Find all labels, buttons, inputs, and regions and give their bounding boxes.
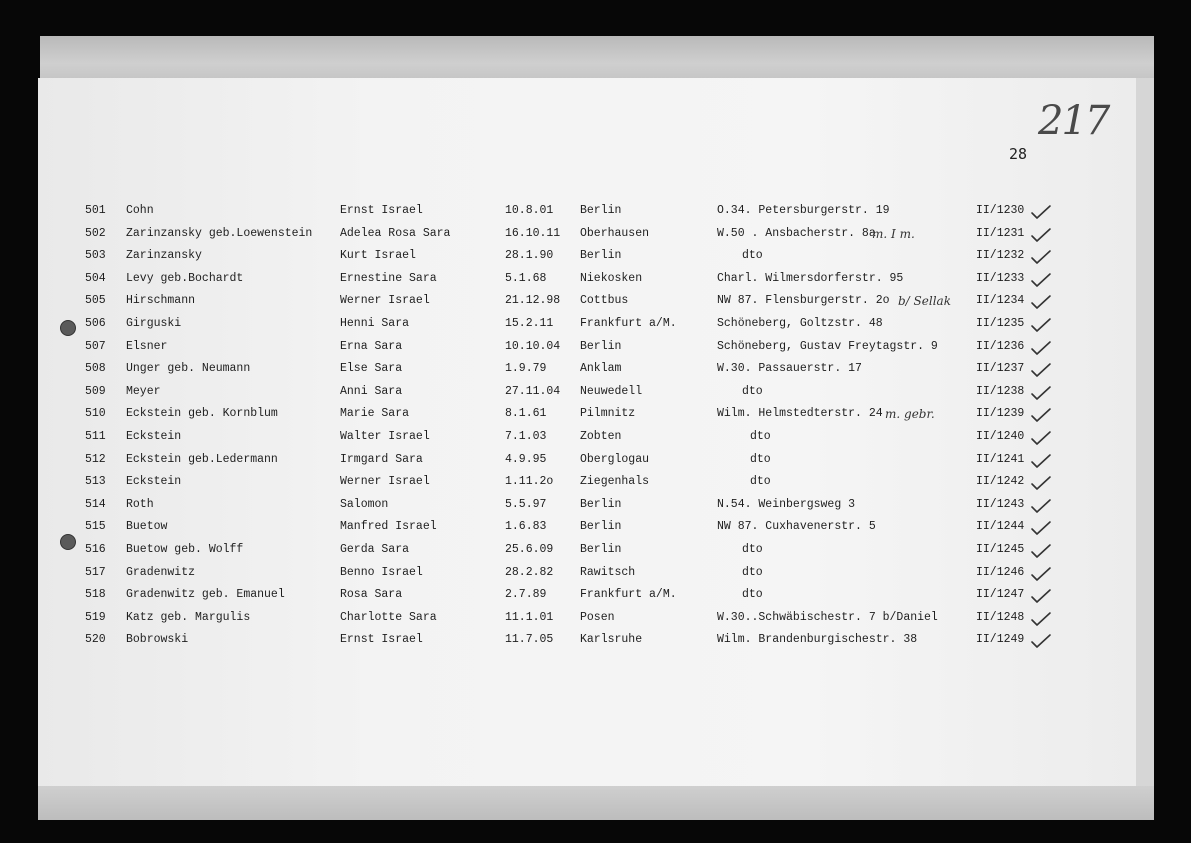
first-name: Manfred Israel — [340, 520, 437, 534]
registration-number: II/1232 — [976, 249, 1025, 263]
birth-place: Berlin — [580, 249, 622, 263]
registration-number: II/1248 — [976, 610, 1025, 624]
registration-number: II/1243 — [976, 497, 1025, 511]
birth-place: Zobten — [580, 430, 622, 443]
last-name: Eckstein geb.Ledermann — [126, 452, 278, 466]
birth-date: 10.10.04 — [505, 339, 561, 353]
last-name: Unger geb. Neumann — [126, 362, 251, 376]
table-row — [0, 223, 1191, 245]
table-row — [0, 358, 1191, 380]
entry-number: 515 — [85, 520, 106, 534]
checkmark-icon — [1030, 453, 1052, 469]
address: Wilm. Brandenburgischestr. 38 — [717, 633, 918, 647]
entry-number: 510 — [85, 407, 106, 421]
address: NW 87. Cuxhavenerstr. 5 — [717, 520, 876, 534]
checkmark-icon — [1030, 611, 1052, 627]
birth-date: 25.6.09 — [505, 543, 554, 556]
checkmark-icon — [1030, 430, 1052, 446]
registration-number: II/1234 — [976, 294, 1025, 308]
checkmark-icon — [1030, 249, 1052, 265]
birth-date: 21.12.98 — [505, 294, 561, 308]
birth-date: 2.7.89 — [505, 588, 547, 602]
address: O.34. Petersburgerstr. 19 — [717, 204, 890, 217]
first-name: Ernst Israel — [340, 204, 423, 217]
table-row — [0, 607, 1191, 629]
birth-date: 28.2.82 — [505, 565, 554, 579]
birth-place: Karlsruhe — [580, 633, 643, 647]
handwritten-note: b/ Sellak — [898, 294, 951, 309]
first-name: Irmgard Sara — [340, 452, 423, 466]
checkmark-icon — [1030, 588, 1052, 604]
table-row — [0, 290, 1191, 312]
last-name: Girguski — [126, 317, 182, 330]
birth-place: Berlin — [580, 497, 622, 511]
table-row — [0, 516, 1191, 538]
address: dto — [742, 588, 763, 602]
address: W.30. Passauerstr. 17 — [717, 362, 862, 376]
handwritten-folio-number: 217 — [1038, 98, 1109, 144]
page-number: 28 — [1009, 145, 1028, 163]
entry-number: 520 — [85, 633, 106, 647]
birth-place: Berlin — [580, 520, 622, 534]
registration-number: II/1230 — [976, 204, 1025, 217]
birth-place: Frankfurt a/M. — [580, 317, 677, 330]
entry-number: 512 — [85, 452, 106, 466]
birth-place: Anklam — [580, 362, 622, 376]
birth-place: Neuwedell — [580, 384, 643, 398]
birth-date: 5.5.97 — [505, 497, 547, 511]
table-row — [0, 426, 1191, 448]
entry-number: 509 — [85, 384, 106, 398]
first-name: Benno Israel — [340, 565, 423, 579]
birth-date: 1.6.83 — [505, 520, 547, 534]
registration-number: II/1231 — [976, 226, 1025, 240]
entry-number: 517 — [85, 565, 106, 579]
first-name: Adelea Rosa Sara — [340, 226, 451, 240]
last-name: Buetow geb. Wolff — [126, 543, 244, 556]
birth-place: Berlin — [580, 339, 622, 353]
birth-place: Posen — [580, 610, 615, 624]
address: dto — [742, 543, 763, 556]
birth-date: 16.10.11 — [505, 226, 561, 240]
birth-date: 27.11.04 — [505, 384, 561, 398]
table-row — [0, 562, 1191, 584]
first-name: Rosa Sara — [340, 588, 403, 602]
birth-date: 1.11.2o — [505, 475, 554, 489]
last-name: Eckstein — [126, 430, 182, 443]
table-row — [0, 494, 1191, 516]
last-name: Gradenwitz geb. Emanuel — [126, 588, 285, 602]
checkmark-icon — [1030, 407, 1052, 423]
registration-number: II/1236 — [976, 339, 1025, 353]
address: Schöneberg, Goltzstr. 48 — [717, 317, 883, 330]
address: NW 87. Flensburgerstr. 2o — [717, 294, 890, 308]
first-name: Walter Israel — [340, 430, 430, 443]
checkmark-icon — [1030, 520, 1052, 536]
last-name: Katz geb. Margulis — [126, 610, 251, 624]
registration-number: II/1240 — [976, 430, 1025, 443]
address: N.54. Weinbergsweg 3 — [717, 497, 856, 511]
checkmark-icon — [1030, 498, 1052, 514]
checkmark-icon — [1030, 566, 1052, 582]
entry-number: 505 — [85, 294, 106, 308]
checkmark-icon — [1030, 294, 1052, 310]
registration-number: II/1246 — [976, 565, 1025, 579]
last-name: Eckstein — [126, 475, 182, 489]
last-name: Bobrowski — [126, 633, 189, 647]
address: dto — [750, 430, 771, 443]
birth-date: 11.1.01 — [505, 610, 554, 624]
address: dto — [742, 249, 763, 263]
entry-number: 514 — [85, 497, 106, 511]
address: W.30..Schwäbischestr. 7 b/Daniel — [717, 610, 938, 624]
table-row — [0, 381, 1191, 403]
checkmark-icon — [1030, 475, 1052, 491]
birth-place: Berlin — [580, 204, 622, 217]
entry-number: 501 — [85, 204, 106, 217]
birth-place: Frankfurt a/M. — [580, 588, 677, 602]
birth-date: 11.7.05 — [505, 633, 554, 647]
registration-number: II/1242 — [976, 475, 1025, 489]
address: dto — [742, 565, 763, 579]
address: dto — [750, 452, 771, 466]
entry-number: 502 — [85, 226, 106, 240]
handwritten-note: m. gebr. — [885, 407, 935, 422]
first-name: Kurt Israel — [340, 249, 416, 263]
checkmark-icon — [1030, 227, 1052, 243]
registration-number: II/1247 — [976, 588, 1025, 602]
last-name: Buetow — [126, 520, 168, 534]
registration-number: II/1235 — [976, 317, 1025, 330]
last-name: Meyer — [126, 384, 161, 398]
last-name: Levy geb.Bochardt — [126, 271, 244, 285]
registration-number: II/1249 — [976, 633, 1025, 647]
birth-place: Oberglogau — [580, 452, 650, 466]
checkmark-icon — [1030, 385, 1052, 401]
last-name: Gradenwitz — [126, 565, 196, 579]
entry-number: 516 — [85, 543, 106, 556]
last-name: Hirschmann — [126, 294, 196, 308]
table-row — [0, 584, 1191, 606]
table-row — [0, 200, 1191, 222]
first-name: Else Sara — [340, 362, 403, 376]
table-row — [0, 313, 1191, 335]
registration-number: II/1239 — [976, 407, 1025, 421]
last-name: Zarinzansky geb.Loewenstein — [126, 226, 313, 240]
birth-place: Oberhausen — [580, 226, 650, 240]
first-name: Charlotte Sara — [340, 610, 437, 624]
birth-date: 7.1.03 — [505, 430, 547, 443]
table-row — [0, 629, 1191, 651]
first-name: Ernestine Sara — [340, 271, 437, 285]
birth-date: 4.9.95 — [505, 452, 547, 466]
paper-bottom-edge — [38, 786, 1154, 820]
address: W.50 . Ansbacherstr. 8a — [717, 226, 876, 240]
entry-number: 511 — [85, 430, 106, 443]
entry-number: 506 — [85, 317, 106, 330]
first-name: Salomon — [340, 497, 389, 511]
handwritten-note: m. I m. — [872, 226, 915, 241]
entry-number: 504 — [85, 271, 106, 285]
last-name: Elsner — [126, 339, 168, 353]
table-row — [0, 449, 1191, 471]
address: dto — [750, 475, 771, 489]
table-row — [0, 336, 1191, 358]
last-name: Eckstein geb. Kornblum — [126, 407, 278, 421]
birth-place: Ziegenhals — [580, 475, 650, 489]
birth-date: 8.1.61 — [505, 407, 547, 421]
first-name: Anni Sara — [340, 384, 403, 398]
first-name: Erna Sara — [340, 339, 403, 353]
first-name: Marie Sara — [340, 407, 410, 421]
registration-number: II/1241 — [976, 452, 1025, 466]
table-row — [0, 539, 1191, 561]
last-name: Zarinzansky — [126, 249, 202, 263]
checkmark-icon — [1030, 272, 1052, 288]
address: Wilm. Helmstedterstr. 24 — [717, 407, 883, 421]
birth-date: 15.2.11 — [505, 317, 554, 330]
checkmark-icon — [1030, 633, 1052, 649]
address: Charl. Wilmersdorferstr. 95 — [717, 271, 904, 285]
checkmark-icon — [1030, 340, 1052, 356]
first-name: Henni Sara — [340, 317, 410, 330]
registration-number: II/1237 — [976, 362, 1025, 376]
birth-date: 5.1.68 — [505, 271, 547, 285]
registration-number: II/1238 — [976, 384, 1025, 398]
checkmark-icon — [1030, 317, 1052, 333]
first-name: Gerda Sara — [340, 543, 410, 556]
entry-number: 518 — [85, 588, 106, 602]
birth-place: Rawitsch — [580, 565, 636, 579]
paper-top-edge — [40, 36, 1154, 82]
entry-number: 507 — [85, 339, 106, 353]
birth-place: Pilmnitz — [580, 407, 636, 421]
checkmark-icon — [1030, 362, 1052, 378]
registration-number: II/1233 — [976, 271, 1025, 285]
table-row — [0, 245, 1191, 267]
table-row — [0, 471, 1191, 493]
checkmark-icon — [1030, 204, 1052, 220]
registration-number: II/1245 — [976, 543, 1025, 556]
last-name: Cohn — [126, 204, 154, 217]
first-name: Werner Israel — [340, 475, 430, 489]
table-row — [0, 268, 1191, 290]
birth-place: Niekosken — [580, 271, 643, 285]
first-name: Werner Israel — [340, 294, 430, 308]
address: dto — [742, 384, 763, 398]
last-name: Roth — [126, 497, 154, 511]
birth-place: Cottbus — [580, 294, 629, 308]
entry-number: 503 — [85, 249, 106, 263]
entry-number: 513 — [85, 475, 106, 489]
table-row — [0, 403, 1191, 425]
address: Schöneberg, Gustav Freytagstr. 9 — [717, 339, 938, 353]
entry-number: 508 — [85, 362, 106, 376]
birth-date: 10.8.01 — [505, 204, 554, 217]
first-name: Ernst Israel — [340, 633, 423, 647]
birth-date: 1.9.79 — [505, 362, 547, 376]
birth-place: Berlin — [580, 543, 622, 556]
checkmark-icon — [1030, 543, 1052, 559]
entry-number: 519 — [85, 610, 106, 624]
registration-number: II/1244 — [976, 520, 1025, 534]
birth-date: 28.1.90 — [505, 249, 554, 263]
